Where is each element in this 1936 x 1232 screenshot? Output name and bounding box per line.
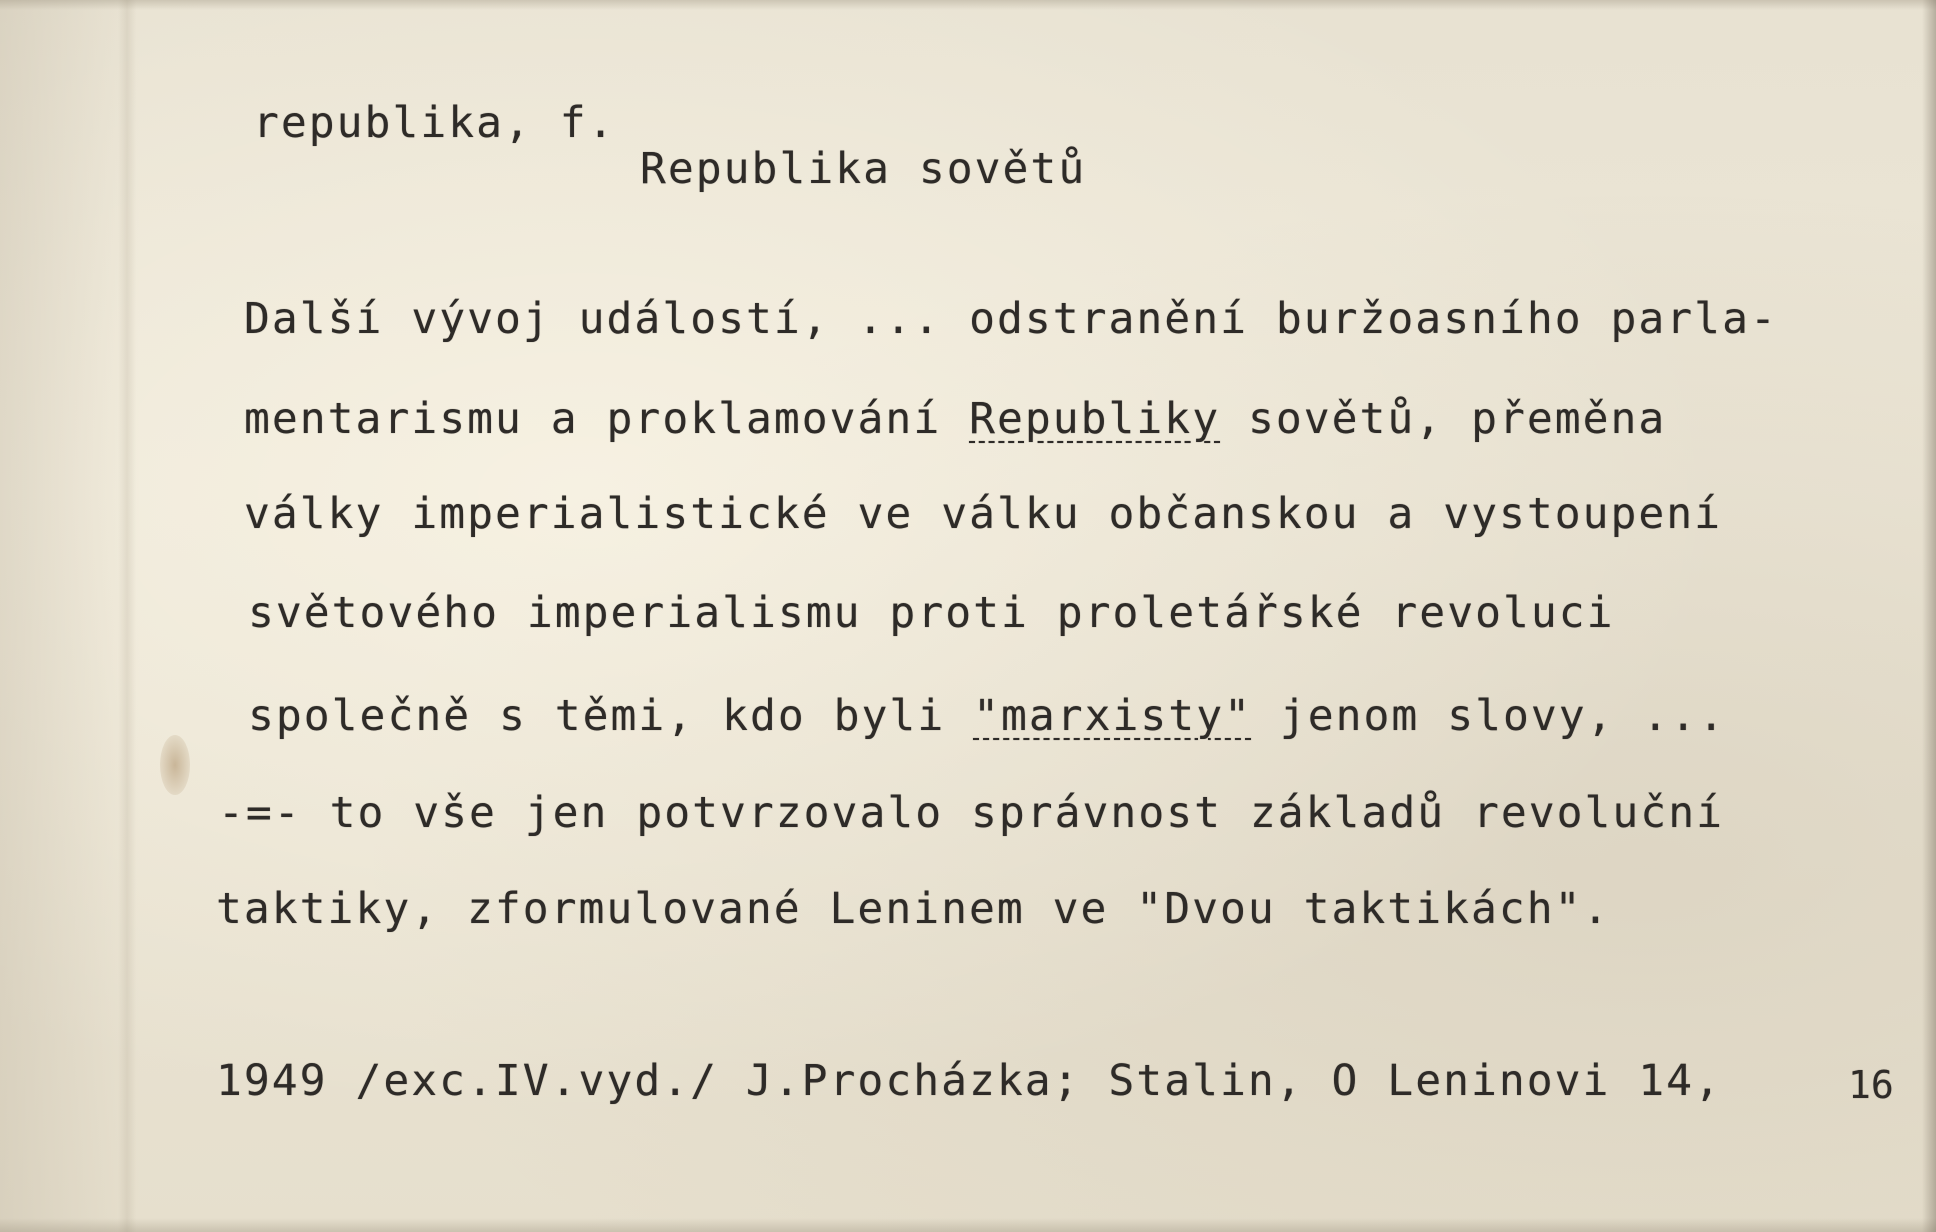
body-line-5-start: společně s těmi, kdo byli [248,691,974,741]
body-line-5-end: jenom slovy, ... [1251,691,1727,741]
body-line-3: války imperialistické ve válku občanskou a vystoupení [244,489,1723,539]
body-line-7: taktiky, zformulované Leninem ve "Dvou taktikách". [216,884,1611,934]
subheading: Republika sovětů [640,144,1087,194]
dash-mark: -=- [218,788,302,838]
body-line-2-end: sovětů, přeměna [1220,394,1667,444]
paper-edge-top [0,0,1936,10]
headword: republika, f. [253,98,616,148]
citation: 1949 /exc.IV.vyd./ J.Procházka; Stalin, O Leninovi 14, [216,1056,1722,1106]
body-line-2 [244,394,1667,444]
body-line-5 [248,691,1727,741]
paper-edge-bottom [0,1218,1936,1232]
underlined-term-republiky: Republiky [969,394,1221,444]
underlined-term-marxisty: "marxisty" [973,691,1252,741]
paper-fold [118,0,136,1232]
body-line-1: Další vývoj událostí, ... odstranění buržoasního parla- [244,294,1778,344]
body-line-6 [218,788,1724,838]
body-line-4: světového imperialismu proti proletářské revoluci [248,588,1615,638]
body-line-2-start: mentarismu a proklamování [244,394,970,444]
stain-mark [160,735,190,795]
page-number: 16 [1848,1063,1894,1107]
paper-edge-right [1922,0,1936,1232]
body-line-6-text: to vše jen potvrzovalo správnost základů revoluční [329,788,1724,838]
